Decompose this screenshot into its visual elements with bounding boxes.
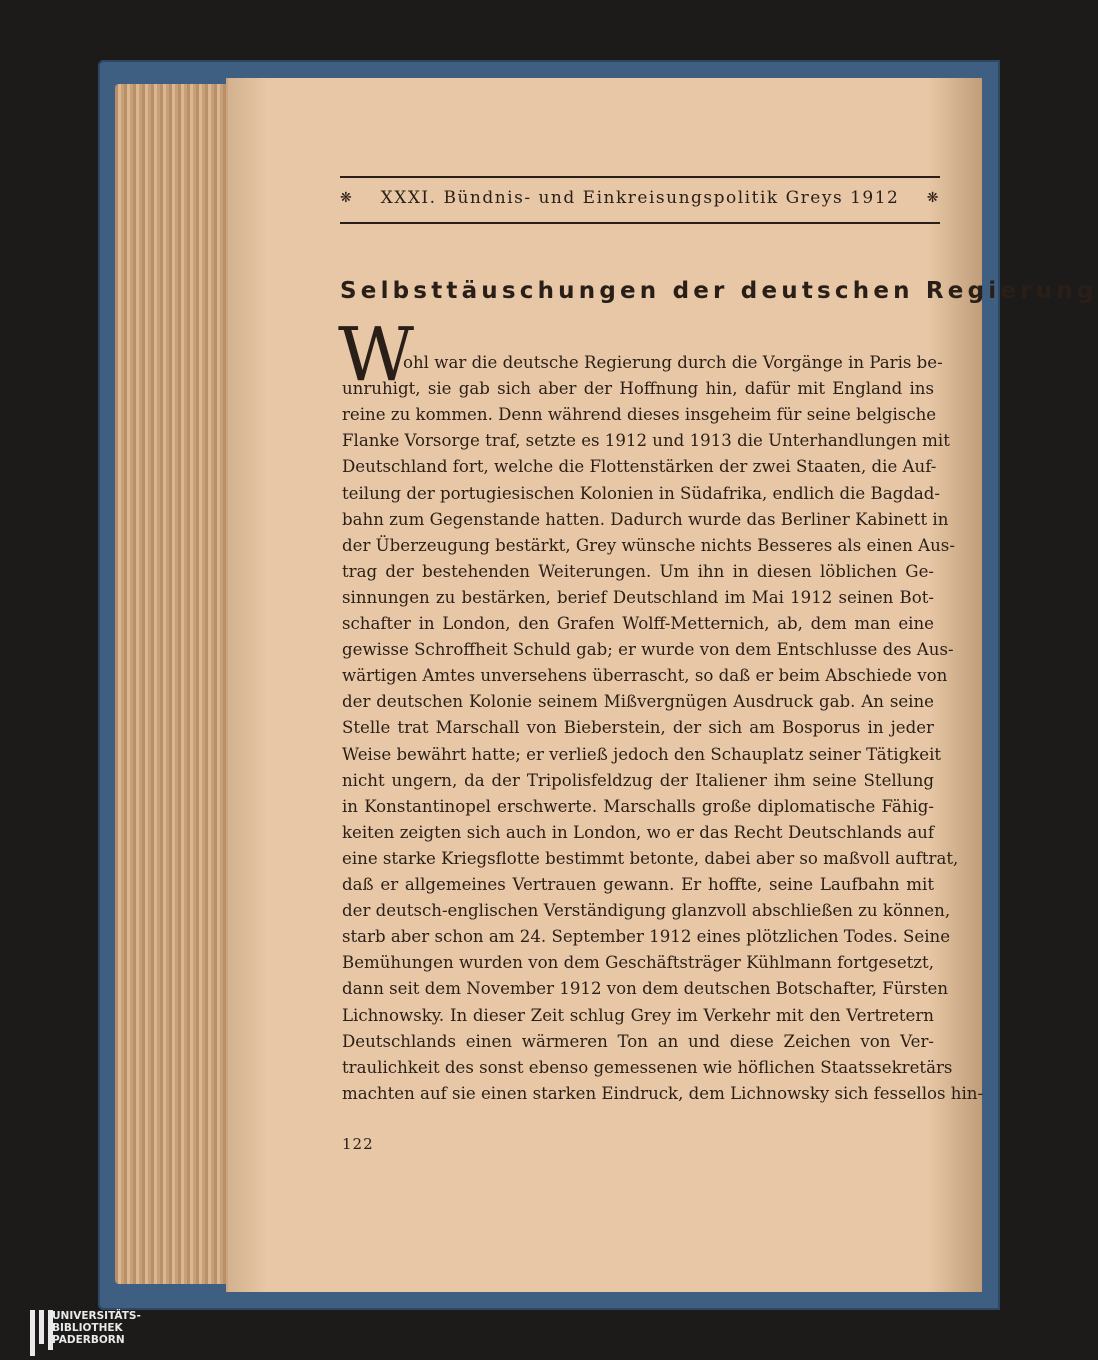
header-rule-top <box>340 176 940 178</box>
text-line: gewisse Schroffheit Schuld gab; er wurde von dem Entschlusse des Aus- <box>342 640 954 660</box>
ornament-left-icon: ❋ <box>340 190 354 206</box>
text-line: Weise bewährt hatte; er verließ jedoch den Schauplatz seiner Tätigkeit <box>342 744 942 764</box>
text-line: der deutsch-englischen Verständigung glanzvoll abschließen zu können, <box>342 901 951 921</box>
logo-line-1: UNIVERSITÄTS- <box>52 1310 141 1322</box>
text-line: in Konstantinopel erschwerte. Marschalls große diplomatische Fähig- <box>342 796 934 816</box>
text-line: machten auf sie einen starken Eindruck, dem Lichnowsky sich fessellos hin- <box>342 1083 984 1103</box>
text-line: Flanke Vorsorge traf, setzte es 1912 und 1913 die Unterhandlungen mit <box>342 431 950 451</box>
text-line: ohl war die deutsche Regierung durch die Vorgänge in Paris be- <box>403 353 943 372</box>
drop-cap: W <box>338 312 415 398</box>
logo-line-3: PADERBORN <box>52 1334 125 1346</box>
text-line: Deutschlands einen wärmeren Ton an und diese Zeichen von Ver- <box>342 1031 934 1051</box>
text-line: teilung der portugiesischen Kolonien in Südafrika, endlich die Bagdad- <box>342 483 940 503</box>
text-line: eine starke Kriegsflotte bestimmt betonte, dabei aber so maßvoll auftrat, <box>342 848 959 868</box>
page-number: 122 <box>342 1135 374 1153</box>
text-line: starb aber schon am 24. September 1912 eines plötzlichen Todes. Seine <box>342 927 951 947</box>
text-line: schafter in London, den Grafen Wolff-Metternich, ab, dem man eine <box>342 614 934 633</box>
logo-line-2: BIBLIOTHEK <box>52 1322 123 1334</box>
text-line: wärtigen Amtes unversehens überrascht, so daß er beim Abschiede von <box>342 666 948 686</box>
text-line: Bemühungen wurden von dem Geschäftsträger Kühlmann fortgesetzt, <box>342 953 934 973</box>
text-line: der deutschen Kolonie seinem Mißvergnügen Ausdruck gab. An seine <box>342 692 934 712</box>
text-line: reine zu kommen. Denn während dieses insgeheim für seine belgische <box>342 405 937 425</box>
section-heading: Selbsttäuschungen der deutschen Regierung <box>340 278 1098 304</box>
text-line: Deutschland fort, welche die Flottenstärken der zwei Staaten, die Auf- <box>342 457 937 477</box>
text-line: unruhigt, sie gab sich aber der Hoffnung hin, dafür mit England ins <box>342 379 934 399</box>
text-line: keiten zeigten sich auch in London, wo er das Recht Deutschlands auf <box>342 822 934 842</box>
text-line: daß er allgemeines Vertrauen gewann. Er hoffte, seine Laufbahn mit <box>342 875 934 894</box>
text-line: Stelle trat Marschall von Bieberstein, der sich am Bosporus in jeder <box>342 718 934 738</box>
text-line: dann seit dem November 1912 von dem deutschen Botschafter, Fürsten <box>342 979 949 999</box>
logo-bars-icon <box>30 1310 53 1356</box>
text-line: traulichkeit des sonst ebenso gemessenen wie höflichen Staatssekretärs <box>342 1057 953 1077</box>
page-edges <box>115 84 233 1284</box>
text-line: nicht ungern, da der Tripolisfeldzug der Italiener ihm seine Stellung <box>342 770 934 790</box>
text-line: bahn zum Gegenstande hatten. Dadurch wurde das Berliner Kabinett in <box>342 509 949 529</box>
text-line: sinnungen zu bestärken, berief Deutschland im Mai 1912 seinen Bot- <box>342 587 934 607</box>
text-line: trag der bestehenden Weiterungen. Um ihn in diesen löblichen Ge- <box>342 561 934 581</box>
text-line: Lichnowsky. In dieser Zeit schlug Grey im Verkehr mit den Vertretern <box>342 1005 934 1025</box>
logo-text <box>52 1310 141 1346</box>
running-head-title: XXXI. Bündnis- und Einkreisungspolitik Greys 1912 <box>380 188 900 208</box>
text-line: der Überzeugung bestärkt, Grey wünsche nichts Besseres als einen Aus- <box>342 535 955 555</box>
header-rule-bottom <box>340 222 940 224</box>
running-head <box>340 188 940 208</box>
library-logo <box>30 1310 170 1358</box>
ornament-right-icon: ❋ <box>926 190 940 206</box>
